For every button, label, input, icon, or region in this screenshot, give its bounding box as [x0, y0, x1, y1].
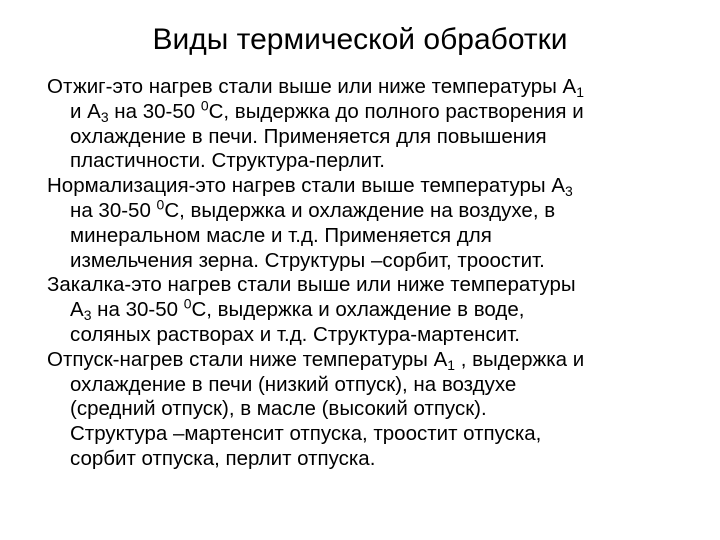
text-line [47, 196, 707, 224]
text-segment: на 30-50 [91, 298, 184, 322]
text-segment: охлаждение в печи (низкий отпуск), на воздухе [70, 372, 517, 396]
text-line [47, 97, 707, 125]
text-line [47, 249, 707, 274]
text-line [47, 373, 707, 398]
text-segment: охлаждение в печи. Применяется для повышения [70, 124, 547, 148]
text-segment: Нормализация-это нагрев стали выше температуры А [47, 174, 566, 198]
subscript: 1 [447, 356, 456, 373]
slide-title: Виды термической обработки [152, 23, 568, 56]
text-segment: на 30-50 [70, 198, 157, 222]
text-line [47, 125, 707, 150]
text-segment: (средний отпуск), в масле (высокий отпуск). [70, 397, 487, 421]
text-segment: Структура –мартенсит отпуска, троостит отпуска, [70, 422, 542, 446]
subscript: 1 [576, 83, 584, 100]
text-line [47, 174, 707, 199]
superscript: 0 [183, 295, 192, 312]
text-line [47, 295, 707, 324]
paragraph [47, 348, 707, 472]
text-line [47, 447, 707, 472]
text-segment: Закалка-это нагрев стали выше или ниже температуры [47, 273, 576, 297]
text-segment: соляных растворах и т.д. Структура-мартенсит. [70, 322, 520, 346]
subscript: 3 [565, 183, 573, 200]
text-segment: С, выдержка и охлаждение в воде, [191, 298, 525, 322]
slide-body [47, 75, 707, 472]
text-segment: минеральном масле и т.д. Применяется для [70, 223, 492, 247]
text-segment: , выдержка и [455, 347, 585, 371]
text-line [47, 422, 707, 447]
text-line [47, 224, 707, 249]
text-segment: С, выдержка до полного растворения и [208, 99, 584, 123]
text-line [47, 75, 707, 100]
text-segment: Отпуск-нагрев стали ниже температуры А [47, 347, 448, 371]
text-line [47, 348, 707, 373]
paragraph [47, 75, 707, 174]
text-segment: на 30-50 [108, 99, 201, 123]
superscript: 0 [156, 196, 165, 213]
subscript: 3 [100, 108, 109, 125]
text-segment: измельчения зерна. Структуры –сорбит, троостит. [70, 248, 545, 272]
text-segment: сорбит отпуска, перлит отпуска. [70, 446, 376, 470]
text-segment: пластичности. Структура-перлит. [70, 149, 385, 173]
text-segment: Отжиг-это нагрев стали выше или ниже температуры А [47, 75, 577, 98]
text-line [47, 323, 707, 348]
text-segment: А [70, 298, 84, 322]
text-segment: и А [70, 99, 101, 123]
text-line [47, 397, 707, 422]
text-line [47, 149, 707, 174]
text-segment: С, выдержка и охлаждение на воздухе, в [164, 198, 556, 222]
paragraph [47, 174, 707, 273]
superscript: 0 [200, 97, 209, 114]
subscript: 3 [83, 307, 92, 324]
text-line [47, 273, 707, 298]
paragraph [47, 273, 707, 347]
